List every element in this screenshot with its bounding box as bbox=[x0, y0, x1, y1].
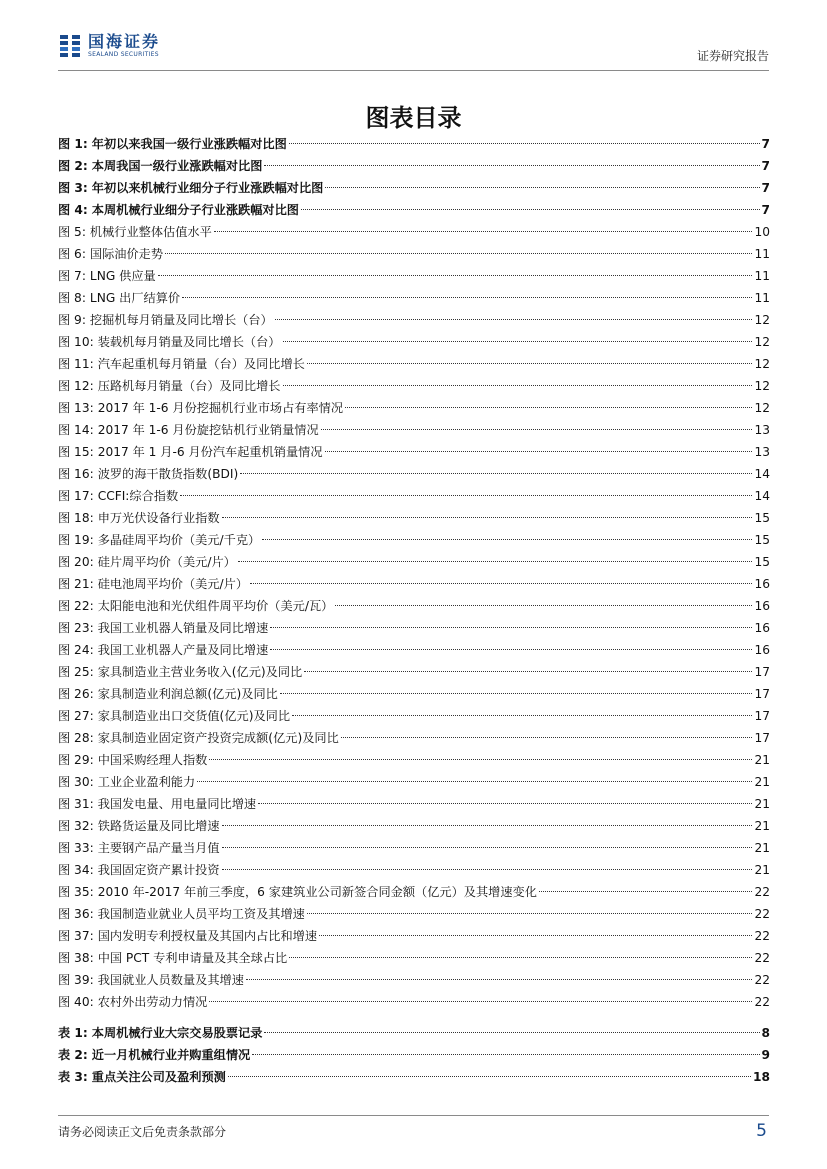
figure-toc-entry[interactable] bbox=[58, 991, 770, 1013]
toc-entry-title bbox=[58, 375, 281, 397]
figure-toc-entry[interactable] bbox=[58, 551, 770, 573]
figure-toc-entry[interactable] bbox=[58, 375, 770, 397]
toc-entry-label: 图 23: bbox=[58, 621, 94, 635]
toc-page-number: 11 bbox=[754, 291, 770, 305]
toc-entry-title bbox=[58, 133, 287, 155]
toc-entry-text: 家具制造业利润总额(亿元)及同比 bbox=[97, 687, 278, 701]
toc-page-number: 21 bbox=[754, 841, 770, 855]
toc-entry-label: 图 27: bbox=[58, 709, 94, 723]
toc-entry-title bbox=[58, 221, 212, 243]
dot-leader bbox=[222, 517, 753, 518]
toc-page-number: 21 bbox=[754, 797, 770, 811]
toc-page-number: 12 bbox=[754, 313, 770, 327]
figure-toc-entry[interactable] bbox=[58, 859, 770, 881]
dot-leader bbox=[292, 715, 752, 716]
toc-entry-label: 图 33: bbox=[58, 841, 94, 855]
toc-entry-title bbox=[58, 969, 244, 991]
dot-leader bbox=[304, 671, 752, 672]
toc-entry-text: 本周我国一级行业涨跌幅对比图 bbox=[91, 159, 263, 173]
toc-entry-label: 图 38: bbox=[58, 951, 94, 965]
toc-page-number: 22 bbox=[754, 973, 770, 987]
toc-entry-label: 图 31: bbox=[58, 797, 94, 811]
toc-entry-text: 本周机械行业大宗交易股票记录 bbox=[91, 1026, 263, 1040]
toc-entry-text: 中国 PCT 专利申请量及其全球占比 bbox=[97, 951, 288, 965]
toc-page-number: 18 bbox=[753, 1070, 770, 1084]
dot-leader bbox=[228, 1076, 751, 1077]
toc-entry-title bbox=[58, 903, 305, 925]
figure-toc-entry[interactable] bbox=[58, 397, 770, 419]
toc-entry-text: 我国工业机器人产量及同比增速 bbox=[97, 643, 269, 657]
figure-toc-entry[interactable] bbox=[58, 749, 770, 771]
dot-leader bbox=[158, 275, 753, 276]
figure-toc-entry[interactable] bbox=[58, 881, 770, 903]
dot-leader bbox=[325, 187, 759, 188]
figure-toc-entry[interactable] bbox=[58, 287, 770, 309]
toc-entry-text: 家具制造业主营业务收入(亿元)及同比 bbox=[97, 665, 303, 679]
toc-entry-text: 本周机械行业细分子行业涨跌幅对比图 bbox=[91, 203, 299, 217]
toc-page-number: 17 bbox=[754, 709, 770, 723]
toc-entry-title bbox=[58, 991, 207, 1013]
toc-entry-label: 图 20: bbox=[58, 555, 94, 569]
dot-leader bbox=[283, 385, 753, 386]
toc-page-number: 22 bbox=[754, 907, 770, 921]
toc-page-number: 10 bbox=[754, 225, 770, 239]
toc-entry-title bbox=[58, 595, 333, 617]
toc-entry-title bbox=[58, 199, 299, 221]
toc-entry-text: CCFI:综合指数 bbox=[97, 489, 179, 503]
toc-entry-text: 硅片周平均价（美元/片） bbox=[97, 555, 236, 569]
toc-page-number: 22 bbox=[754, 929, 770, 943]
dot-leader bbox=[275, 319, 753, 320]
toc-entry-title bbox=[58, 485, 178, 507]
toc-page-number: 21 bbox=[754, 863, 770, 877]
figure-toc-entry[interactable] bbox=[58, 815, 770, 837]
toc-entry-text: 我国发电量、用电量同比增速 bbox=[97, 797, 257, 811]
toc-entry-text: 农村外出劳动力情况 bbox=[97, 995, 208, 1009]
toc-page-number: 17 bbox=[754, 665, 770, 679]
figure-toc-entry[interactable] bbox=[58, 485, 770, 507]
toc-entry-label: 图 24: bbox=[58, 643, 94, 657]
toc-entry-label: 图 35: bbox=[58, 885, 94, 899]
dot-leader bbox=[280, 693, 753, 694]
dot-leader bbox=[252, 1054, 759, 1055]
toc-entry-label: 图 26: bbox=[58, 687, 94, 701]
toc-entry-label: 图 6: bbox=[58, 247, 86, 261]
toc-entry-text: 近一月机械行业并购重组情况 bbox=[91, 1048, 251, 1062]
dot-leader bbox=[335, 605, 752, 606]
toc-entry-text: 国际油价走势 bbox=[89, 247, 164, 261]
dot-leader bbox=[180, 495, 752, 496]
figure-toc-entry[interactable] bbox=[58, 331, 770, 353]
toc-entry-title bbox=[58, 441, 323, 463]
toc-entry-label: 表 1: bbox=[58, 1026, 88, 1040]
toc-entry-label: 图 14: bbox=[58, 423, 94, 437]
toc-page-number: 13 bbox=[754, 423, 770, 437]
toc-entry-text: 汽车起重机每月销量（台）及同比增长 bbox=[97, 357, 305, 371]
dot-leader bbox=[307, 913, 753, 914]
dot-leader bbox=[238, 561, 753, 562]
toc-page-number: 21 bbox=[754, 775, 770, 789]
figure-toc-entry[interactable] bbox=[58, 199, 770, 221]
dot-leader bbox=[262, 539, 752, 540]
toc-entry-title bbox=[58, 815, 220, 837]
figure-toc-entry[interactable] bbox=[58, 903, 770, 925]
toc-page-number: 15 bbox=[754, 511, 770, 525]
toc-entry-text: 中国采购经理人指数 bbox=[97, 753, 208, 767]
dot-leader bbox=[197, 781, 752, 782]
toc-entry-title bbox=[58, 881, 537, 903]
toc-entry-label: 表 2: bbox=[58, 1048, 88, 1062]
toc-page-number: 16 bbox=[754, 621, 770, 635]
toc-entry-text: 2017 年 1-6 月份挖掘机行业市场占有率情况 bbox=[97, 401, 344, 415]
toc-page-number: 8 bbox=[761, 1026, 770, 1040]
toc-page-number: 14 bbox=[754, 489, 770, 503]
toc-entry-label: 图 12: bbox=[58, 379, 94, 393]
dot-leader bbox=[301, 209, 760, 210]
toc-entry-title bbox=[58, 793, 256, 815]
toc-page-number: 12 bbox=[754, 379, 770, 393]
toc-entry-title bbox=[58, 507, 220, 529]
toc-entry-title bbox=[58, 529, 260, 551]
table-toc-entry[interactable] bbox=[58, 1044, 770, 1066]
table-toc-entry[interactable] bbox=[58, 1022, 770, 1044]
dot-leader bbox=[182, 297, 752, 298]
dot-leader bbox=[289, 957, 752, 958]
toc-page-number: 13 bbox=[754, 445, 770, 459]
toc-entry-title bbox=[58, 177, 323, 199]
toc-entry-text: 波罗的海干散货指数(BDI) bbox=[97, 467, 239, 481]
toc-entry-title bbox=[58, 551, 236, 573]
page-header bbox=[58, 30, 769, 71]
toc-entry-label: 图 8: bbox=[58, 291, 86, 305]
toc-entry-text: 装载机每月销量及同比增长（台） bbox=[97, 335, 281, 349]
figure-toc-entry[interactable] bbox=[58, 155, 770, 177]
toc-page-number: 9 bbox=[761, 1048, 770, 1062]
figure-toc-entry[interactable] bbox=[58, 441, 770, 463]
dot-leader bbox=[345, 407, 752, 408]
toc-page-number: 15 bbox=[754, 555, 770, 569]
dot-leader bbox=[307, 363, 753, 364]
dot-leader bbox=[214, 231, 753, 232]
dot-leader bbox=[289, 143, 760, 144]
toc-entry-title bbox=[58, 925, 317, 947]
dot-leader bbox=[250, 583, 752, 584]
figure-toc-entry[interactable] bbox=[58, 573, 770, 595]
toc-entry-text: 我国工业机器人销量及同比增速 bbox=[97, 621, 269, 635]
toc-entry-text: 压路机每月销量（台）及同比增长 bbox=[97, 379, 281, 393]
figure-toc-entry[interactable] bbox=[58, 265, 770, 287]
dot-leader bbox=[321, 429, 753, 430]
toc-entry-text: LNG 供应量 bbox=[89, 269, 156, 283]
toc-entry-label: 图 36: bbox=[58, 907, 94, 921]
toc-page-number: 21 bbox=[754, 753, 770, 767]
toc-entry-title bbox=[58, 397, 343, 419]
toc-entry-text: 国内发明专利授权量及其国内占比和增速 bbox=[97, 929, 318, 943]
figure-list bbox=[58, 133, 770, 1013]
figure-toc-entry[interactable] bbox=[58, 837, 770, 859]
dot-leader bbox=[222, 825, 753, 826]
dot-leader bbox=[258, 803, 752, 804]
toc-page-number: 7 bbox=[761, 137, 770, 151]
table-list bbox=[58, 1022, 770, 1088]
toc-entry-title bbox=[58, 1022, 262, 1044]
toc-entry-title bbox=[58, 1044, 250, 1066]
toc-entry-label: 图 34: bbox=[58, 863, 94, 877]
toc-entry-text: 太阳能电池和光伏组件周平均价（美元/瓦） bbox=[97, 599, 334, 613]
page-number: 5 bbox=[756, 1121, 767, 1141]
toc-entry-label: 图 22: bbox=[58, 599, 94, 613]
toc-entry-label: 图 15: bbox=[58, 445, 94, 459]
page-footer bbox=[58, 1115, 769, 1146]
toc-entry-text: 年初以来我国一级行业涨跌幅对比图 bbox=[91, 137, 287, 151]
dot-leader bbox=[209, 759, 752, 760]
toc-entry-text: 多晶硅周平均价（美元/千克） bbox=[97, 533, 261, 547]
toc-entry-label: 图 28: bbox=[58, 731, 94, 745]
toc-page-number: 15 bbox=[754, 533, 770, 547]
dot-leader bbox=[264, 165, 759, 166]
figure-toc-entry[interactable] bbox=[58, 969, 770, 991]
figure-toc-entry[interactable] bbox=[58, 771, 770, 793]
table-toc-entry[interactable] bbox=[58, 1066, 770, 1088]
toc-entry-title bbox=[58, 287, 180, 309]
toc-page-number: 17 bbox=[754, 687, 770, 701]
toc-entry-label: 图 18: bbox=[58, 511, 94, 525]
toc-entry-text: 主要钢产品产量当月值 bbox=[97, 841, 220, 855]
figure-toc-entry[interactable] bbox=[58, 925, 770, 947]
toc-entry-title bbox=[58, 749, 207, 771]
toc-entry-title bbox=[58, 661, 302, 683]
toc-page-number: 17 bbox=[754, 731, 770, 745]
toc-entry-title bbox=[58, 705, 290, 727]
dot-leader bbox=[246, 979, 753, 980]
toc-entry-text: 2017 年 1 月-6 月份汽车起重机销量情况 bbox=[97, 445, 323, 459]
dot-leader bbox=[325, 451, 753, 452]
toc-entry-label: 图 7: bbox=[58, 269, 86, 283]
toc-entry-text: LNG 出厂结算价 bbox=[89, 291, 181, 305]
toc-entry-label: 图 5: bbox=[58, 225, 86, 239]
dot-leader bbox=[165, 253, 752, 254]
figure-toc-entry[interactable] bbox=[58, 793, 770, 815]
toc-entry-label: 图 21: bbox=[58, 577, 94, 591]
toc-entry-title bbox=[58, 573, 248, 595]
toc-entry-title bbox=[58, 309, 273, 331]
figure-toc-entry[interactable] bbox=[58, 683, 770, 705]
toc-entry-text: 我国制造业就业人员平均工资及其增速 bbox=[97, 907, 305, 921]
dot-leader bbox=[240, 473, 752, 474]
toc-page-number: 16 bbox=[754, 577, 770, 591]
toc-entry-text: 我国就业人员数量及其增速 bbox=[97, 973, 244, 987]
dot-leader bbox=[209, 1001, 752, 1002]
toc-page-number: 22 bbox=[754, 885, 770, 899]
toc-entry-label: 图 40: bbox=[58, 995, 94, 1009]
dot-leader bbox=[270, 649, 752, 650]
figure-toc-entry[interactable] bbox=[58, 177, 770, 199]
toc-entry-label: 图 39: bbox=[58, 973, 94, 987]
toc-entry-label: 表 3: bbox=[58, 1070, 88, 1084]
toc-entry-title bbox=[58, 639, 268, 661]
toc-entry-title bbox=[58, 353, 305, 375]
figure-toc-entry[interactable] bbox=[58, 639, 770, 661]
sealand-logo-icon bbox=[58, 32, 82, 60]
company-logo bbox=[58, 32, 160, 60]
dot-leader bbox=[319, 935, 752, 936]
figure-toc-entry[interactable] bbox=[58, 947, 770, 969]
toc-page-number: 12 bbox=[754, 335, 770, 349]
toc-entry-label: 图 2: bbox=[58, 159, 88, 173]
company-name-cn: 国海证券 bbox=[88, 32, 161, 51]
dot-leader bbox=[222, 847, 753, 848]
toc-entry-title bbox=[58, 683, 278, 705]
dot-leader bbox=[270, 627, 752, 628]
toc-entry-title bbox=[58, 331, 281, 353]
figure-toc-entry[interactable] bbox=[58, 221, 770, 243]
toc-entry-text: 2010 年-2017 年前三季度，6 家建筑业公司新签合同金额（亿元）及其增速变化 bbox=[97, 885, 537, 899]
toc-entry-title bbox=[58, 859, 220, 881]
figure-toc-entry[interactable] bbox=[58, 133, 770, 155]
figure-toc-entry[interactable] bbox=[58, 529, 770, 551]
figure-toc-entry[interactable] bbox=[58, 661, 770, 683]
toc-entry-label: 图 13: bbox=[58, 401, 94, 415]
toc-entry-text: 年初以来机械行业细分子行业涨跌幅对比图 bbox=[91, 181, 324, 195]
toc-entry-label: 图 32: bbox=[58, 819, 94, 833]
figure-toc-entry[interactable] bbox=[58, 353, 770, 375]
toc-entry-label: 图 4: bbox=[58, 203, 88, 217]
figure-toc-entry[interactable] bbox=[58, 727, 770, 749]
toc-entry-label: 图 3: bbox=[58, 181, 88, 195]
toc-entry-text: 我国固定资产累计投资 bbox=[97, 863, 220, 877]
figure-toc-entry[interactable] bbox=[58, 419, 770, 441]
toc-entry-label: 图 11: bbox=[58, 357, 94, 371]
dot-leader bbox=[264, 1032, 759, 1033]
toc-entry-title bbox=[58, 463, 238, 485]
toc-entry-text: 申万光伏设备行业指数 bbox=[97, 511, 220, 525]
toc-entry-title bbox=[58, 771, 195, 793]
toc-entry-label: 图 37: bbox=[58, 929, 94, 943]
toc-entry-text: 重点关注公司及盈利预测 bbox=[91, 1070, 226, 1084]
toc-entry-text: 工业企业盈利能力 bbox=[97, 775, 196, 789]
toc-entry-label: 图 16: bbox=[58, 467, 94, 481]
toc-entry-label: 图 19: bbox=[58, 533, 94, 547]
toc-entry-title bbox=[58, 155, 262, 177]
dot-leader bbox=[222, 869, 753, 870]
toc-page-number: 16 bbox=[754, 599, 770, 613]
page-title: 图表目录 bbox=[365, 103, 462, 132]
figure-toc-entry[interactable] bbox=[58, 243, 770, 265]
disclaimer-text: 请务必阅读正文后免责条款部分 bbox=[58, 1125, 227, 1139]
company-name-en: SEALAND SECURITIES bbox=[88, 51, 159, 58]
figure-toc-entry[interactable] bbox=[58, 309, 770, 331]
toc-page-number: 11 bbox=[754, 247, 770, 261]
toc-entry-label: 图 17: bbox=[58, 489, 94, 503]
report-type-label: 证券研究报告 bbox=[696, 49, 769, 63]
figure-toc-entry[interactable] bbox=[58, 595, 770, 617]
toc-page-number: 16 bbox=[754, 643, 770, 657]
toc-entry-label: 图 9: bbox=[58, 313, 86, 327]
toc-entry-text: 2017 年 1-6 月份旋挖钻机行业销量情况 bbox=[97, 423, 319, 437]
toc-entry-title bbox=[58, 617, 268, 639]
toc-entry-title bbox=[58, 947, 287, 969]
toc-page-number: 22 bbox=[754, 951, 770, 965]
toc-entry-title bbox=[58, 837, 220, 859]
toc-page-number: 11 bbox=[754, 269, 770, 283]
toc-entry-text: 家具制造业固定资产投资完成额(亿元)及同比 bbox=[97, 731, 339, 745]
figure-toc-entry[interactable] bbox=[58, 617, 770, 639]
toc-entry-label: 图 10: bbox=[58, 335, 94, 349]
toc-entry-title bbox=[58, 265, 156, 287]
toc-entry-label: 图 29: bbox=[58, 753, 94, 767]
figure-toc-entry[interactable] bbox=[58, 705, 770, 727]
toc-page-number: 21 bbox=[754, 819, 770, 833]
toc-entry-label: 图 25: bbox=[58, 665, 94, 679]
toc-page-number: 7 bbox=[761, 159, 770, 173]
toc-entry-label: 图 30: bbox=[58, 775, 94, 789]
toc-page-number: 22 bbox=[754, 995, 770, 1009]
toc-page-number: 7 bbox=[761, 181, 770, 195]
toc-entry-text: 挖掘机每月销量及同比增长（台） bbox=[89, 313, 273, 327]
dot-leader bbox=[539, 891, 753, 892]
figure-toc-entry[interactable] bbox=[58, 463, 770, 485]
figure-toc-entry[interactable] bbox=[58, 507, 770, 529]
toc-entry-title bbox=[58, 419, 319, 441]
toc-entry-text: 家具制造业出口交货值(亿元)及同比 bbox=[97, 709, 291, 723]
toc-entry-text: 铁路货运量及同比增速 bbox=[97, 819, 220, 833]
toc-page-number: 14 bbox=[754, 467, 770, 481]
toc-entry-title bbox=[58, 243, 163, 265]
toc-entry-label: 图 1: bbox=[58, 137, 88, 151]
dot-leader bbox=[341, 737, 753, 738]
toc-page-number: 7 bbox=[761, 203, 770, 217]
toc-entry-text: 硅电池周平均价（美元/片） bbox=[97, 577, 249, 591]
toc-page-number: 12 bbox=[754, 401, 770, 415]
toc-entry-text: 机械行业整体估值水平 bbox=[89, 225, 212, 239]
toc-page-number: 12 bbox=[754, 357, 770, 371]
toc-entry-title bbox=[58, 727, 339, 749]
dot-leader bbox=[283, 341, 753, 342]
toc-entry-title bbox=[58, 1066, 226, 1088]
